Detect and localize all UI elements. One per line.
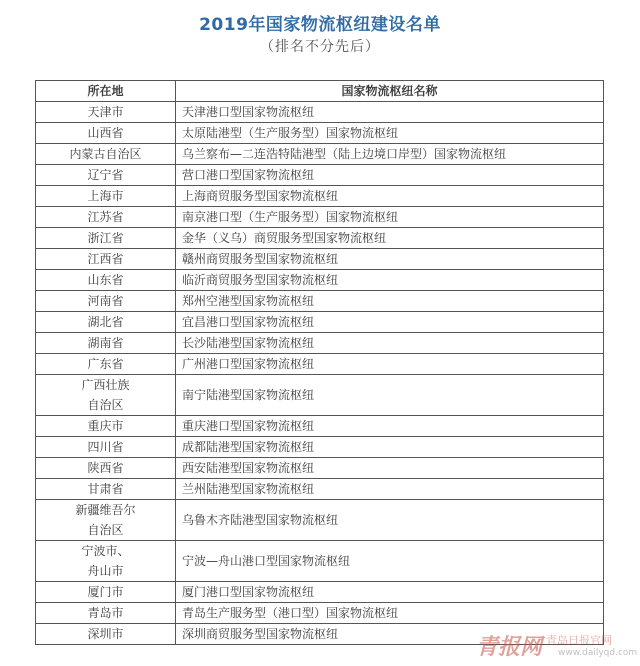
row-hub-name: 成都陆港型国家物流枢纽 [176, 437, 604, 458]
table-row [36, 102, 604, 123]
table-row [36, 333, 604, 354]
row-hub-name: 天津港口型国家物流枢纽 [176, 102, 604, 123]
row-hub-name: 重庆港口型国家物流枢纽 [176, 416, 604, 437]
row-location [36, 123, 176, 144]
page-title: 2019年国家物流枢纽建设名单 [199, 15, 441, 35]
row-hub-name: 长沙陆港型国家物流枢纽 [176, 333, 604, 354]
row-location-line: 山东省 [87, 273, 124, 287]
row-location [36, 144, 176, 165]
row-location [36, 416, 176, 437]
column-header-hub-name: 国家物流枢纽名称 [176, 81, 604, 102]
table-header-row [36, 81, 604, 102]
table-row [36, 500, 604, 541]
row-location-line: 自治区 [87, 523, 124, 537]
row-location [36, 207, 176, 228]
row-location-line: 湖南省 [87, 336, 124, 350]
table-row [36, 165, 604, 186]
row-location-line: 浙江省 [87, 231, 124, 245]
row-location-line: 内蒙古自治区 [69, 147, 142, 161]
table-row [36, 603, 604, 624]
row-location [36, 541, 176, 582]
watermark-sub-text: 青岛日报官网 [546, 634, 612, 647]
row-location [36, 500, 176, 541]
watermark-main-text: 青报网 [476, 634, 543, 660]
table-row [36, 582, 604, 603]
row-hub-name: 厦门港口型国家物流枢纽 [176, 582, 604, 603]
row-hub-name: 营口港口型国家物流枢纽 [176, 165, 604, 186]
row-location-line: 重庆市 [87, 419, 124, 433]
row-location [36, 270, 176, 291]
row-location-line: 山西省 [87, 126, 124, 140]
row-hub-name: 宜昌港口型国家物流枢纽 [176, 312, 604, 333]
row-location-line: 四川省 [87, 440, 124, 454]
table-row [36, 479, 604, 500]
row-location-line: 广西壮族 [81, 378, 130, 392]
row-hub-name: 广州港口型国家物流枢纽 [176, 354, 604, 375]
row-location [36, 624, 176, 645]
row-location-line: 广东省 [87, 357, 124, 371]
row-hub-name: 青岛生产服务型（港口型）国家物流枢纽 [176, 603, 604, 624]
row-location-line: 甘肃省 [87, 482, 124, 496]
table-row [36, 270, 604, 291]
row-hub-name: 赣州商贸服务型国家物流枢纽 [176, 249, 604, 270]
row-hub-name: 金华（义乌）商贸服务型国家物流枢纽 [176, 228, 604, 249]
row-location-line: 天津市 [87, 105, 124, 119]
row-hub-name: 上海商贸服务型国家物流枢纽 [176, 186, 604, 207]
table-row [36, 437, 604, 458]
table-row [36, 354, 604, 375]
row-location-line: 辽宁省 [87, 168, 124, 182]
table-body [36, 102, 604, 645]
row-location [36, 354, 176, 375]
row-hub-name: 深圳商贸服务型国家物流枢纽 [176, 624, 604, 645]
row-location [36, 437, 176, 458]
row-location-line: 自治区 [87, 398, 124, 412]
row-location-line: 厦门市 [87, 585, 124, 599]
row-hub-name: 乌兰察布—二连浩特陆港型（陆上边境口岸型）国家物流枢纽 [176, 144, 604, 165]
row-hub-name: 南宁陆港型国家物流枢纽 [176, 375, 604, 416]
row-location-line: 陕西省 [87, 461, 124, 475]
row-location-line: 宁波市、 [81, 544, 130, 558]
page-subtitle: （排名不分先后） [260, 39, 380, 55]
table-row [36, 291, 604, 312]
table-row [36, 144, 604, 165]
table-row [36, 228, 604, 249]
row-hub-name: 乌鲁木齐陆港型国家物流枢纽 [176, 500, 604, 541]
row-hub-name: 太原陆港型（生产服务型）国家物流枢纽 [176, 123, 604, 144]
table-row [36, 123, 604, 144]
row-location [36, 291, 176, 312]
row-location [36, 312, 176, 333]
row-hub-name: 宁波—舟山港口型国家物流枢纽 [176, 541, 604, 582]
row-location-line: 河南省 [87, 294, 124, 308]
row-location-line: 舟山市 [87, 564, 124, 578]
row-location-line: 上海市 [87, 189, 124, 203]
row-location [36, 333, 176, 354]
table-row [36, 249, 604, 270]
row-hub-name: 郑州空港型国家物流枢纽 [176, 291, 604, 312]
row-location [36, 165, 176, 186]
row-location [36, 479, 176, 500]
table-row [36, 312, 604, 333]
row-hub-name: 临沂商贸服务型国家物流枢纽 [176, 270, 604, 291]
row-hub-name: 兰州陆港型国家物流枢纽 [176, 479, 604, 500]
row-location-line: 深圳市 [87, 627, 124, 641]
row-location [36, 102, 176, 123]
table-row [36, 541, 604, 582]
row-location [36, 228, 176, 249]
row-location-line: 青岛市 [87, 606, 124, 620]
table-row [36, 458, 604, 479]
row-location [36, 186, 176, 207]
table-row [36, 186, 604, 207]
row-location-line: 新疆维吾尔 [75, 503, 136, 517]
logistics-hub-table [35, 80, 604, 645]
table-row [36, 416, 604, 437]
row-location [36, 582, 176, 603]
watermark-url-text: www.dailyqd.com [558, 648, 638, 658]
table-row [36, 375, 604, 416]
row-location [36, 375, 176, 416]
table-row [36, 207, 604, 228]
row-hub-name: 南京港口型（生产服务型）国家物流枢纽 [176, 207, 604, 228]
row-location [36, 458, 176, 479]
column-header-location: 所在地 [36, 81, 176, 102]
row-location-line: 江西省 [87, 252, 124, 266]
row-location-line: 湖北省 [87, 315, 124, 329]
watermark-logo [476, 628, 638, 662]
row-location [36, 603, 176, 624]
row-hub-name: 西安陆港型国家物流枢纽 [176, 458, 604, 479]
row-location-line: 江苏省 [87, 210, 124, 224]
row-location [36, 249, 176, 270]
